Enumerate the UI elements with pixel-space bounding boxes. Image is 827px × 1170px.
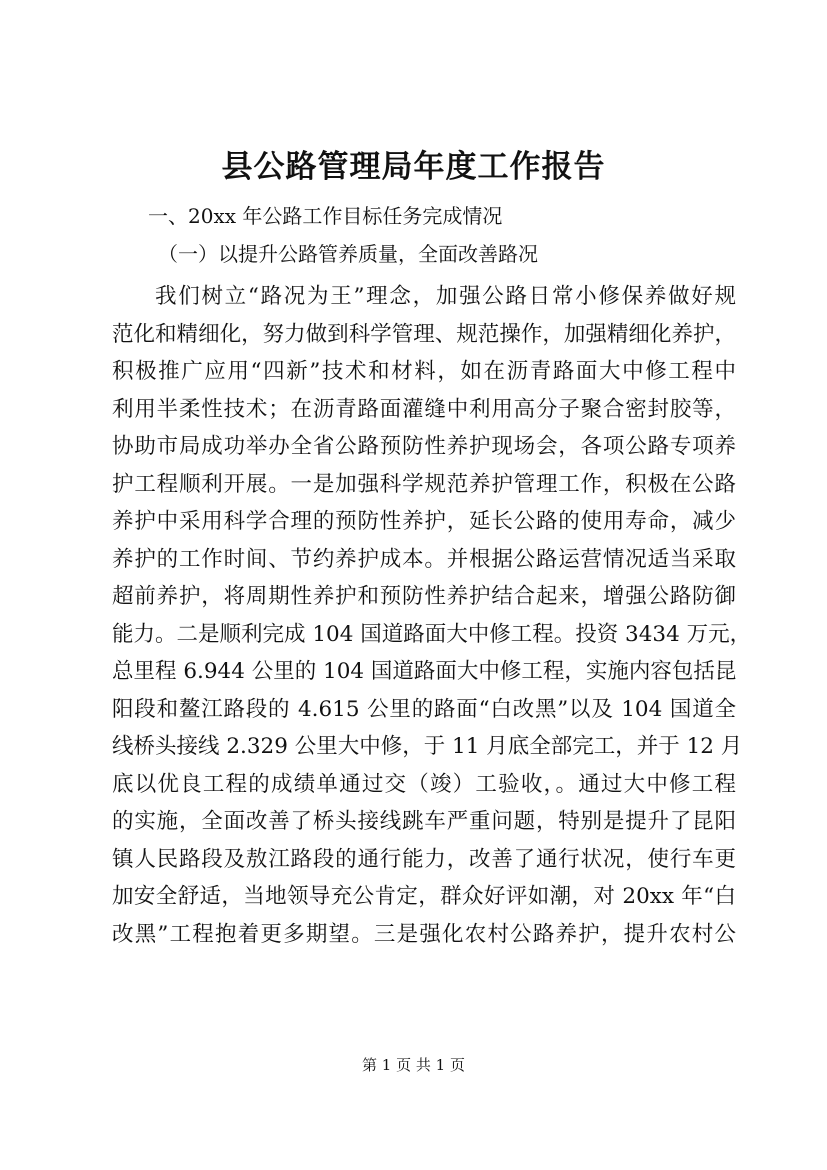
body-line: 护工程顺利开展。一是加强科学规范养护管理工作，积极在公路 <box>112 471 736 497</box>
body-line: 养护的工作时间、节约养护成本。并根据公路运营情况适当采取 <box>112 546 736 572</box>
body-line: 镇人民路段及敖江路段的通行能力，改善了通行状况，使行车更 <box>112 846 736 872</box>
body-line: 利用半柔性技术；在沥青路面灌缝中利用高分子聚合密封胶等， <box>112 396 736 422</box>
body-line: 范化和精细化，努力做到科学管理、规范操作，加强精细化养护， <box>112 321 736 347</box>
document-title: 县公路管理局年度工作报告 <box>221 149 606 185</box>
body-line: 底以优良工程的成绩单通过交（竣）工验收，。通过大中修工程 <box>112 771 736 797</box>
body-line: 改黑”工程抱着更多期望。三是强化农村公路养护，提升农村公 <box>112 921 736 947</box>
page-footer: 第 1 页 共 1 页 <box>362 1056 465 1074</box>
body-line: 阳段和鳌江路段的 4.615 公里的路面“白改黑”以及 104 国道全 <box>112 696 736 722</box>
body-line: 的实施，全面改善了桥头接线跳车严重问题，特别是提升了昆阳 <box>112 809 736 834</box>
body-line: 超前养护，将周期性养护和预防性养护结合起来，增强公路防御 <box>112 584 736 609</box>
body-line: 线桥头接线 2.329 公里大中修，于 11 月底全部完工，并于 12 月 <box>112 734 743 759</box>
subsection-heading: （一）以提升公路管养质量，全面改善路况 <box>158 242 538 266</box>
body-line: 积极推广应用“四新”技术和材料，如在沥青路面大中修工程中 <box>112 359 736 384</box>
body-line: 协助市局成功举办全省公路预防性养护现场会，各项公路专项养 <box>112 434 736 459</box>
body-paragraph <box>112 278 752 953</box>
body-line: 我们树立“路况为王”理念，加强公路日常小修保养做好规 <box>155 284 736 309</box>
section-heading: 一、20xx 年公路工作目标任务完成情况 <box>148 204 503 228</box>
body-line: 能力。二是顺利完成 104 国道路面大中修工程。投资 3434 万元， <box>112 621 752 647</box>
body-line: 加安全舒适，当地领导充公肯定，群众好评如潮，对 20xx 年“白 <box>112 884 736 909</box>
body-line: 养护中采用科学合理的预防性养护，延长公路的使用寿命，减少 <box>112 509 736 534</box>
body-line: 总里程 6.944 公里的 104 国道路面大中修工程，实施内容包括昆 <box>112 659 737 684</box>
